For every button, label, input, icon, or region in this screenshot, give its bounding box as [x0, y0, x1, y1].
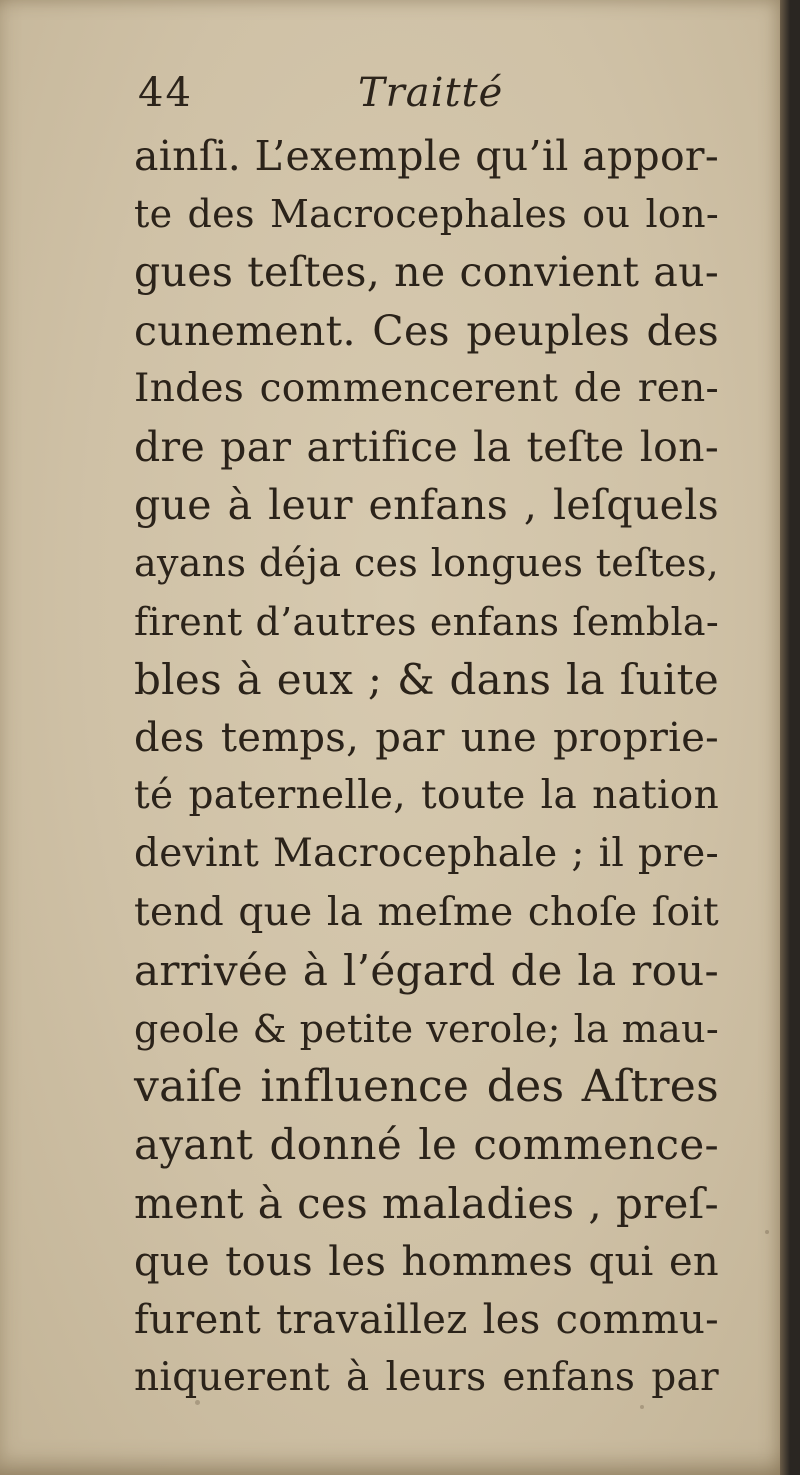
text-line: niquerent à leurs enfans par: [134, 1355, 719, 1401]
text-line: vaiſe influence des Aſtres: [134, 1061, 719, 1113]
page-number: 44: [138, 70, 193, 116]
text-line: que tous les hommes qui en: [134, 1238, 719, 1285]
text-line: furent travaillez les commu-: [134, 1297, 719, 1344]
text-line: ayant donné le commence-: [134, 1120, 719, 1170]
text-line: geole & petite verole; la mau-: [134, 1007, 719, 1052]
text-line: gue à leur enfans , leſquels: [134, 481, 719, 530]
running-title: Traitté: [358, 70, 504, 116]
page-header: [138, 70, 718, 130]
text-line: ayans déja ces longues teſtes,: [134, 541, 719, 586]
page-edge-shadow: [780, 0, 790, 1475]
text-line: arrivée à l’égard de la rou-: [134, 945, 719, 995]
text-line: ment à ces maladies , preſ-: [134, 1178, 719, 1228]
text-line: devint Macrocephale ; il pre-: [134, 831, 719, 877]
text-line: tend que la meſme choſe ſoit: [134, 889, 719, 935]
body-text: [134, 127, 719, 1407]
text-line: des temps, par une proprie-: [134, 715, 719, 762]
text-line: cunement. Ces peuples des: [134, 306, 719, 355]
ink-speck: [195, 1400, 200, 1405]
ink-speck: [765, 1230, 769, 1234]
text-line: té paternelle, toute la nation: [134, 773, 719, 819]
text-line: ainſi. L’exemple qu’il appor-: [134, 132, 719, 180]
text-line: te des Macrocephales ou lon-: [134, 192, 719, 237]
ink-speck: [640, 1405, 644, 1409]
text-line: Indes commencerent de ren-: [134, 365, 719, 411]
text-line: bles à eux ; & dans la ſuite: [134, 654, 719, 704]
text-line: firent d’autres enfans ſembla-: [134, 599, 719, 644]
text-line: dre par artifice la teſte lon-: [134, 423, 719, 472]
text-line: gues teſtes, ne convient au-: [134, 248, 719, 297]
